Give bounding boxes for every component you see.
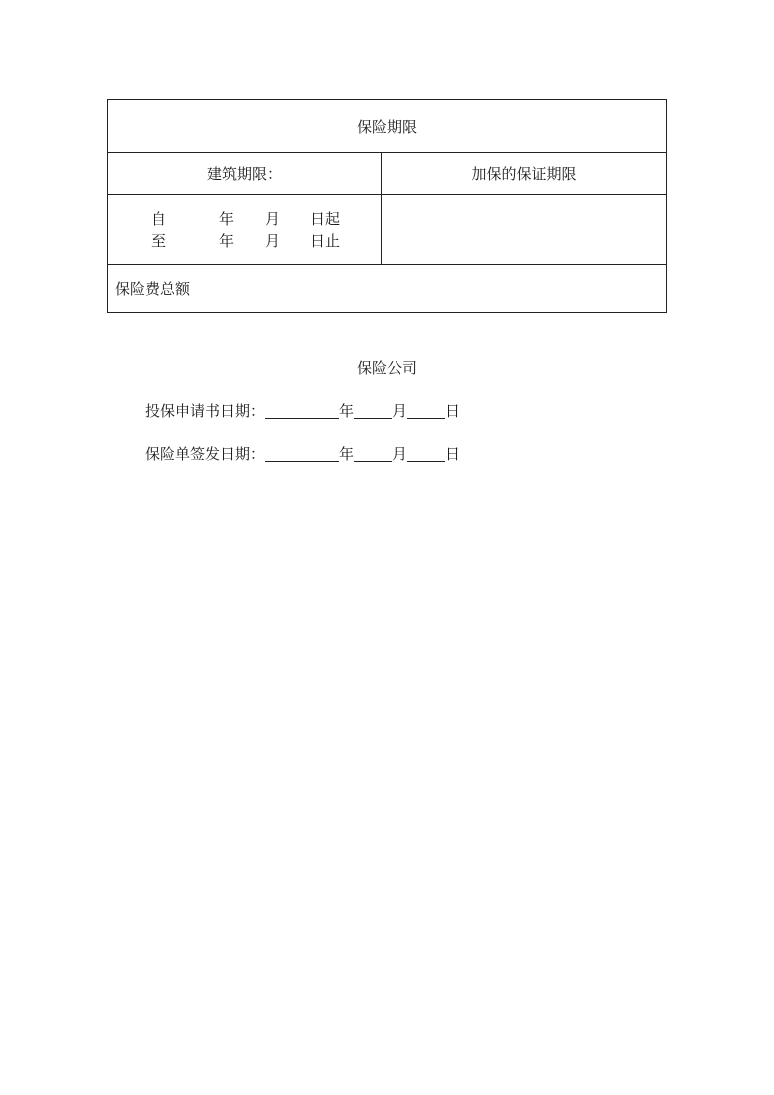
period-end-line [108, 230, 382, 250]
period-start-year: 年 [219, 210, 235, 228]
application-date-line [145, 399, 460, 421]
application-month-field[interactable] [354, 400, 392, 419]
insurance-company-label: 保险公司 [356, 359, 417, 377]
period-end-year: 年 [219, 232, 235, 250]
table-header-row [108, 153, 666, 195]
period-start-month: 月 [265, 210, 281, 228]
application-day-unit: 日 [445, 402, 461, 420]
period-end-month: 月 [265, 232, 281, 250]
application-month-unit: 月 [392, 402, 408, 420]
construction-period-header-cell [108, 153, 382, 194]
application-year-unit: 年 [339, 402, 355, 420]
total-premium-row [108, 265, 666, 312]
period-start-line [108, 208, 382, 228]
issue-day-field[interactable] [407, 443, 445, 462]
issue-date-line [145, 442, 460, 464]
issue-year-field[interactable] [265, 443, 339, 462]
issue-day-unit: 日 [445, 445, 461, 463]
application-year-field[interactable] [265, 400, 339, 419]
warranty-period-cell[interactable] [382, 195, 666, 264]
insurance-period-table [107, 99, 667, 313]
application-date-label: 投保申请书日期： [145, 402, 266, 420]
period-start-prefix: 自 [151, 210, 167, 228]
period-row [108, 195, 666, 265]
construction-period-header: 建筑期限： [206, 165, 282, 183]
issue-year-unit: 年 [339, 445, 355, 463]
period-end-day: 日止 [310, 232, 341, 250]
construction-period-cell [108, 195, 382, 264]
warranty-period-header: 加保的保证期限 [471, 165, 577, 183]
table-title-row [108, 100, 666, 153]
period-end-prefix: 至 [151, 232, 167, 250]
issue-date-label: 保险单签发日期： [145, 445, 266, 463]
warranty-period-header-cell [382, 153, 666, 194]
total-premium-label: 保险费总额 [115, 280, 191, 298]
issue-month-field[interactable] [354, 443, 392, 462]
period-start-day: 日起 [310, 210, 341, 228]
application-day-field[interactable] [407, 400, 445, 419]
issue-month-unit: 月 [392, 445, 408, 463]
table-title: 保险期限 [356, 117, 417, 136]
